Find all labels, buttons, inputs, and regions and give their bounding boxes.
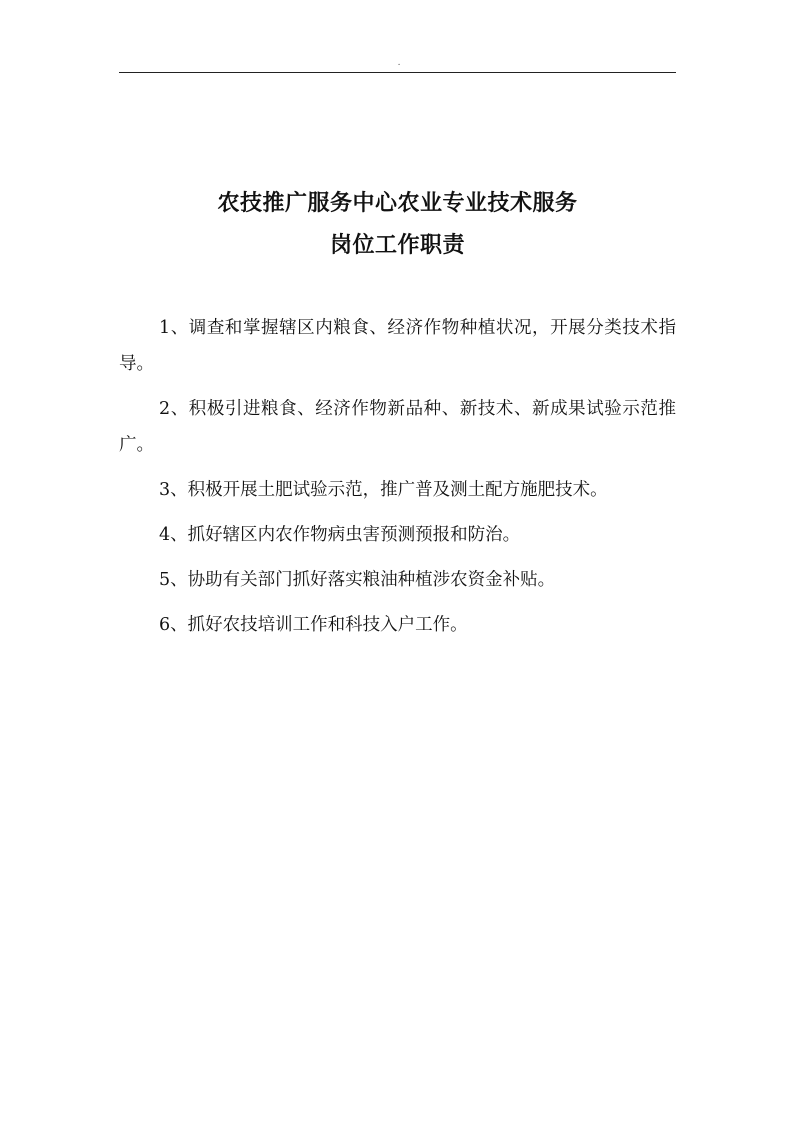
duty-item-1: 1、调查和掌握辖区内粮食、经济作物种植状况，开展分类技术指导。 xyxy=(119,318,676,374)
duty-item-3: 3、积极开展土肥试验示范，推广普及测土配方施肥技术。 xyxy=(159,480,608,500)
document-title: 农技推广服务中心农业专业技术服务 xyxy=(217,190,578,216)
duty-item-4: 4、抓好辖区内农作物病虫害预测预报和防治。 xyxy=(159,525,521,545)
document-subtitle: 岗位工作职责 xyxy=(329,232,465,258)
duty-item-2: 2、积极引进粮食、经济作物新品种、新技术、新成果试验示范推广。 xyxy=(119,399,676,455)
duty-list xyxy=(119,310,676,652)
header-rule xyxy=(119,72,676,73)
duty-item-6: 6、抓好农技培训工作和科技入户工作。 xyxy=(159,615,468,635)
header-mark: . xyxy=(397,58,401,68)
duty-item-5: 5、协助有关部门抓好落实粮油种植涉农资金补贴。 xyxy=(159,570,556,590)
